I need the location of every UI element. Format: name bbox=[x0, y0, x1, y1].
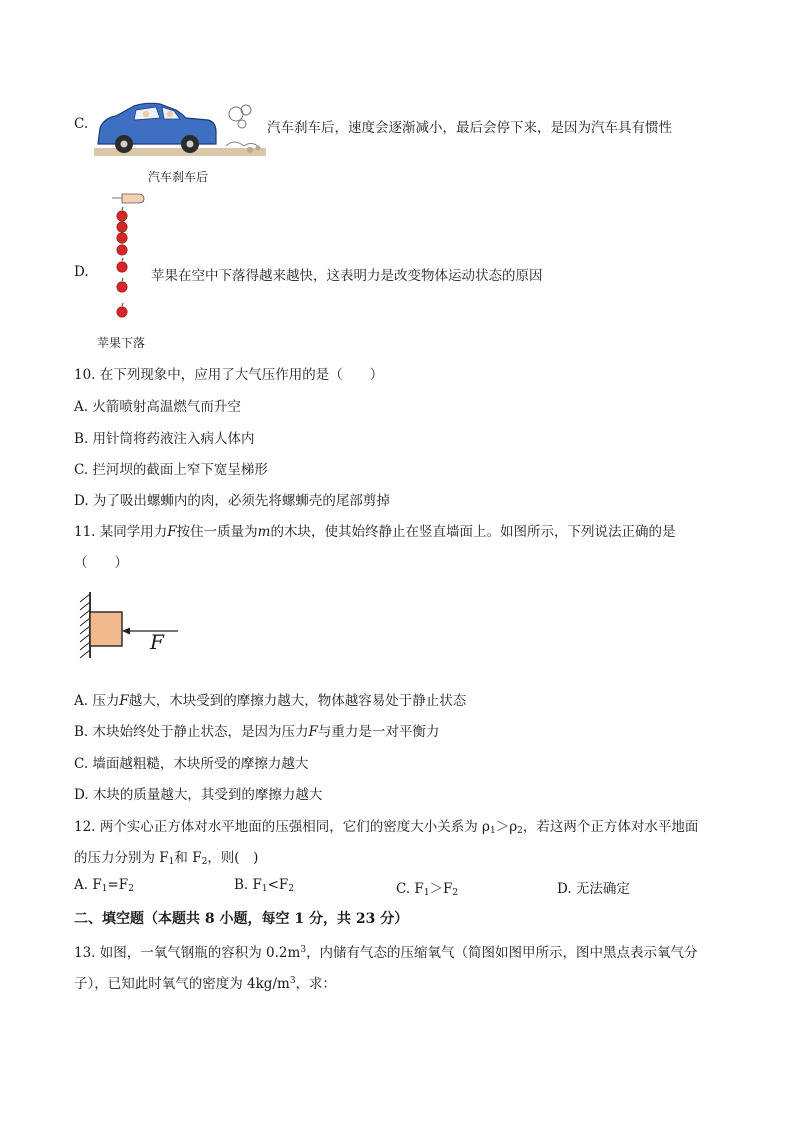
q11-answer-paren: （ ） bbox=[74, 555, 128, 571]
option-c-text: 汽车刹车后，速度会逐渐减小，最后会停下来，是因为汽车具有惯性 bbox=[267, 120, 672, 136]
q12-stem-line1: 12. 两个实心正方体对水平地面的压强相同，它们的密度大小关系为 $\rho_1>\rho_2$，若这两个正方体对水平地面 bbox=[74, 819, 699, 836]
car-braking-icon bbox=[94, 100, 266, 160]
option-d-label: D. bbox=[74, 264, 89, 280]
q10-option-b: B. 用针筒将药液注入病人体内 bbox=[74, 431, 255, 447]
option-c-label: C. bbox=[74, 116, 89, 132]
apple-caption: 苹果下落 bbox=[97, 336, 146, 350]
q12-option-b: B. $F_1<F_2$ bbox=[234, 877, 295, 894]
car-caption: 汽车刹车后 bbox=[148, 170, 209, 184]
wall-block-diagram bbox=[66, 588, 184, 662]
q13-line1: 13. 如图，一氧气钢瓶的容积为 $0.2m^3$，内储有气态的压缩氧气（简图如图甲所示，图中黑点表示氧气分 bbox=[74, 945, 698, 961]
option-d-text: 苹果在空中下落得越来越快，这表明力是改变物体运动状态的原因 bbox=[151, 268, 543, 284]
q11-stem: 11. 某同学用力F按住一质量为m的木块，使其始终静止在竖直墙面上。如图所示，下列说法正确的是 bbox=[74, 524, 676, 540]
falling-apple-icon bbox=[108, 190, 148, 328]
q12-option-c: C. $F_1>F_2$ bbox=[396, 881, 459, 898]
q10-option-a: A. 火箭喷射高温燃气而升空 bbox=[74, 399, 241, 415]
q11-option-a: A. 压力F越大，木块受到的摩擦力越大，物体越容易处于静止状态 bbox=[74, 693, 467, 709]
q10-option-c: C. 拦河坝的截面上窄下宽呈梯形 bbox=[74, 462, 268, 478]
q12-option-d: D. 无法确定 bbox=[557, 881, 630, 897]
q11-option-b: B. 木块始终处于静止状态，是因为压力F与重力是一对平衡力 bbox=[74, 724, 440, 740]
q10-stem: 10. 在下列现象中，应用了大气压作用的是（ ） bbox=[74, 367, 384, 383]
q11-option-c: C. 墙面越粗糙，木块所受的摩擦力越大 bbox=[74, 756, 309, 772]
q11-option-d: D. 木块的质量越大，其受到的摩擦力越大 bbox=[74, 787, 323, 803]
q13-line2: 子），已知此时氧气的密度为 $4kg/m^3$，求： bbox=[74, 976, 337, 992]
q10-option-d: D. 为了吸出螺蛳内的肉，必须先将螺蛳壳的尾部剪掉 bbox=[74, 493, 390, 509]
q12-stem-line2: 的压力分别为 $F_1$和 $F_2$，则( ) bbox=[74, 850, 259, 867]
force-label: F bbox=[150, 630, 164, 654]
q12-option-a: A. $F_1=F_2$ bbox=[74, 877, 134, 894]
section-title: 二、填空题（本题共 8 小题，每空 1 分，共 23 分） bbox=[74, 911, 409, 927]
